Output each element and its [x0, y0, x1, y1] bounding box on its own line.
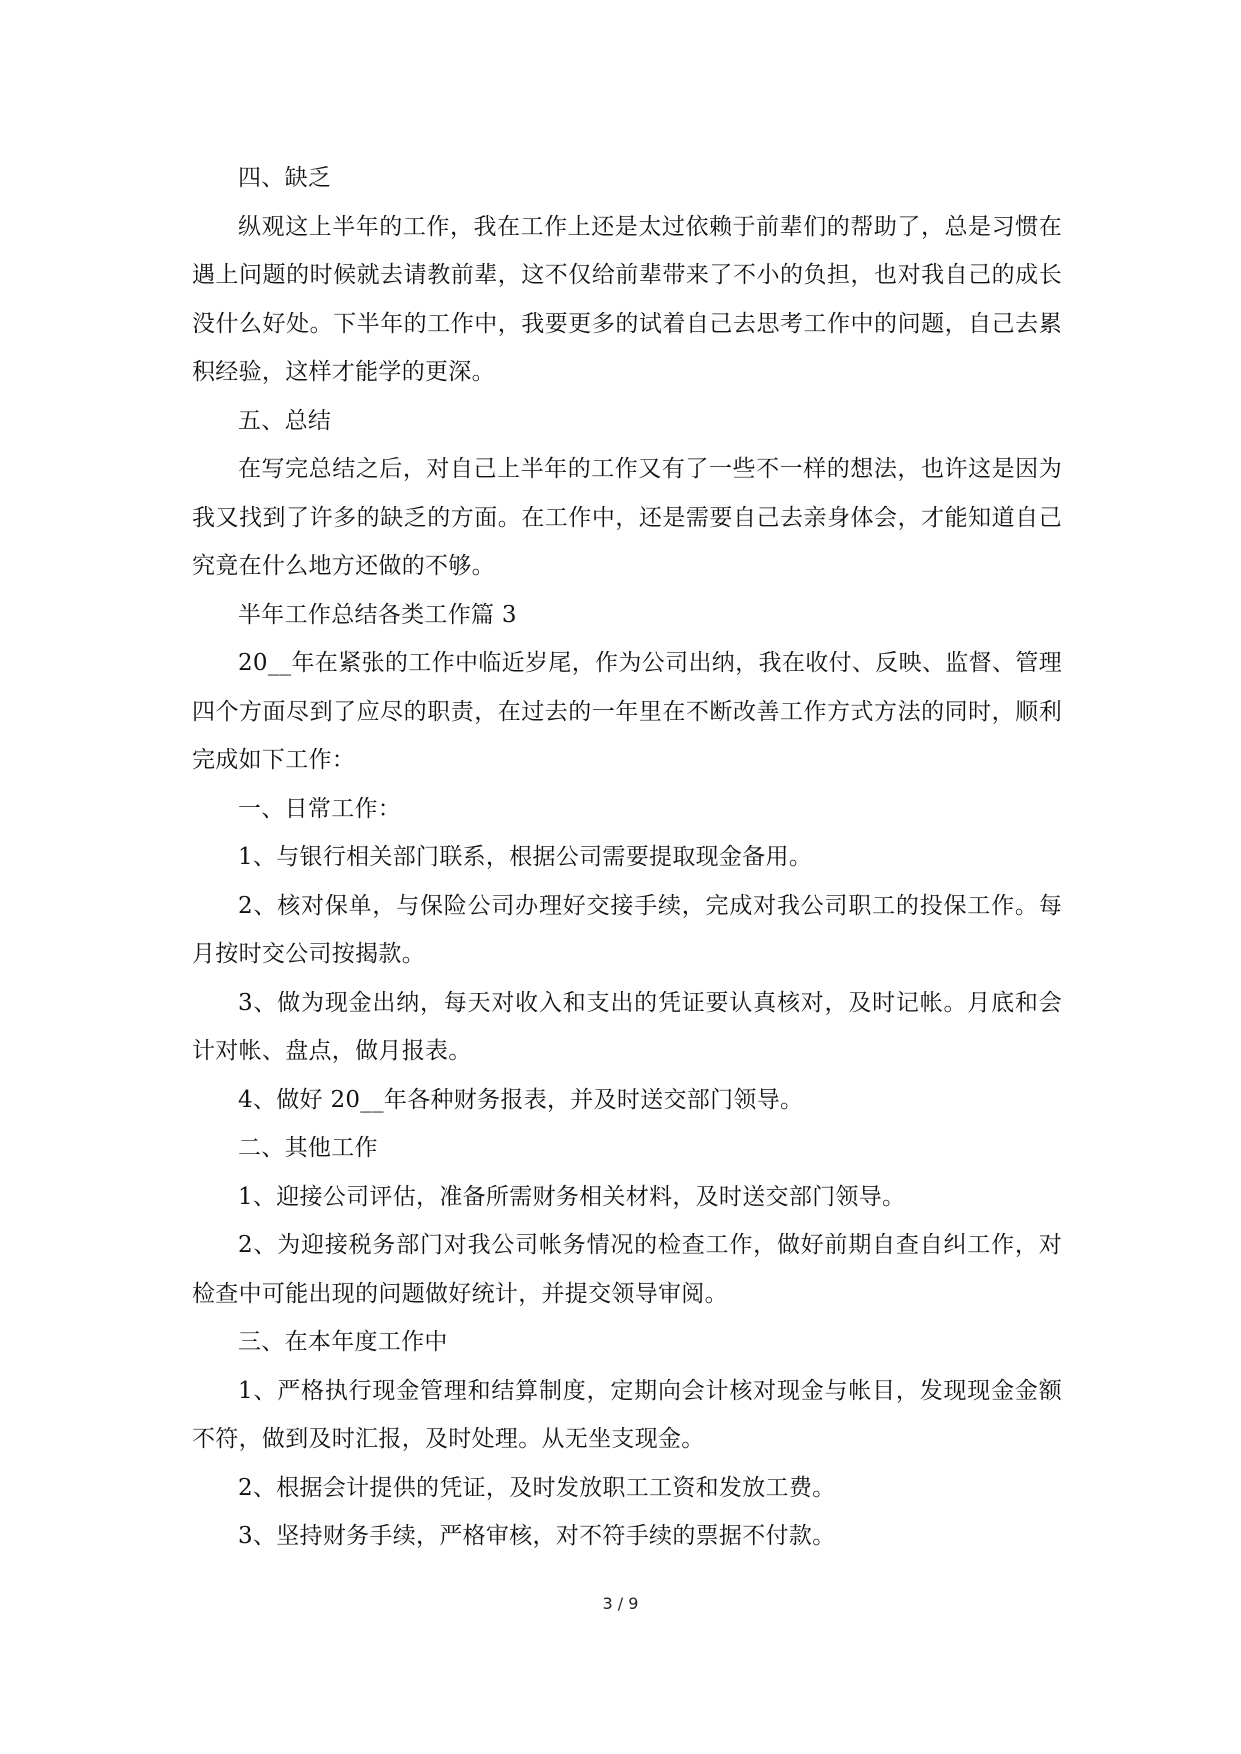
list-item: 2、为迎接税务部门对我公司帐务情况的检查工作，做好前期自查自纠工作，对检查中可能出现的问题做好统计，并提交领导审阅。: [192, 1232, 1062, 1307]
paragraph: 纵观这上半年的工作，我在工作上还是太过依赖于前辈们的帮助了，总是习惯在遇上问题的时候就去请教前辈，这不仅给前辈带来了不小的负担，也对我自己的成长没什么好处。下半年的工作中，我要更多的试着自己去思考工作中的问题，自己去累积经验，这样才能学的更深。: [192, 213, 1062, 385]
heading-summary: 五、总结: [238, 407, 332, 434]
paragraph: 20__年在紧张的工作中临近岁尾，作为公司出纳，我在收付、反映、监督、管理四个方面尽到了应尽的职责，在过去的一年里在不断改善工作方式方法的同时，顺利完成如下工作：: [192, 650, 1062, 773]
paragraph: 在写完总结之后，对自己上半年的工作又有了一些不一样的想法，也许这是因为我又找到了许多的缺乏的方面。在工作中，还是需要自己去亲身体会，才能知道自己究竟在什么地方还做的不够。: [192, 456, 1062, 579]
document-body: [192, 154, 1062, 1561]
section-title: 半年工作总结各类工作篇 3: [238, 601, 517, 628]
list-item: 2、核对保单，与保险公司办理好交接手续，完成对我公司职工的投保工作。每月按时交公司按揭款。: [192, 892, 1062, 967]
list-item: 1、迎接公司评估，准备所需财务相关材料，及时送交部门领导。: [238, 1183, 906, 1210]
heading-daily-work: 一、日常工作：: [238, 795, 402, 822]
page-number: 3 / 9: [602, 1594, 639, 1613]
heading-shortcomings: 四、缺乏: [238, 165, 332, 191]
list-item: 1、严格执行现金管理和结算制度，定期向会计核对现金与帐目，发现现金金额不符，做到及时汇报，及时处理。从无坐支现金。: [192, 1377, 1062, 1452]
list-item: 3、坚持财务手续，严格审核，对不符手续的票据不付款。: [238, 1523, 836, 1549]
list-item: 2、根据会计提供的凭证，及时发放职工工资和发放工费。: [238, 1474, 836, 1501]
heading-annual-work: 三、在本年度工作中: [238, 1329, 448, 1355]
list-item: 3、做为现金出纳，每天对收入和支出的凭证要认真核对，及时记帐。月底和会计对帐、盘点，做月报表。: [192, 989, 1062, 1064]
list-item: 4、做好 20__年各种财务报表，并及时送交部门领导。: [238, 1086, 804, 1113]
list-item: 1、与银行相关部门联系，根据公司需要提取现金备用。: [238, 844, 813, 870]
heading-other-work: 二、其他工作: [238, 1135, 378, 1161]
